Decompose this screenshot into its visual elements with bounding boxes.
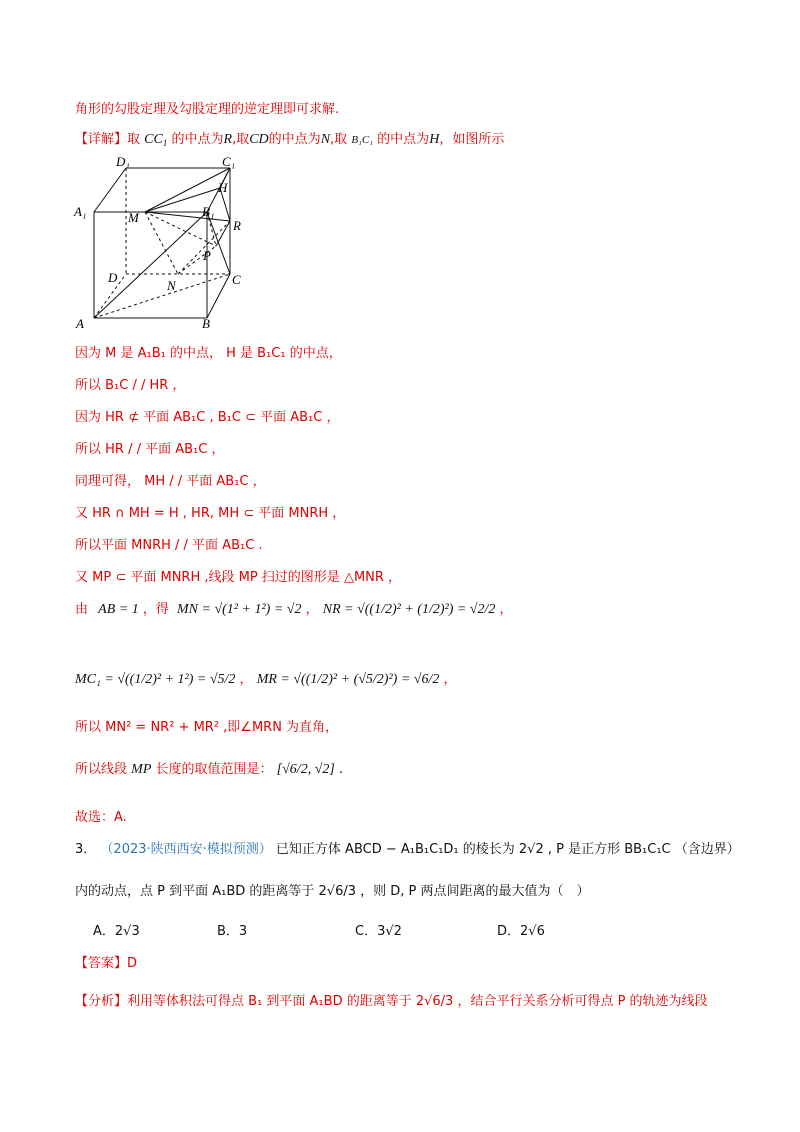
detail-t7: ，如图所示 [439,132,505,147]
step-8: 又 MP ⊂ 平面 MNRH ,线段 MP 扫过的图形是 △MNR ， [75,570,402,585]
analysis-block [75,990,708,1009]
conclusion-pre: 所以线段 [75,762,128,777]
h-symbol: H [429,132,440,147]
label-h: H [218,180,228,195]
label-a: A [76,316,84,331]
conclusion-range: [√6/2, √2] [276,762,335,777]
analysis-tag: 【分析】 [75,994,128,1009]
label-b: B [202,316,210,331]
b1c1-symbol: B₁C₁ [351,134,374,146]
eq1-mn: MN = √(1² + 1²) = √2 [177,602,302,617]
conclusion-mp: MP [131,762,152,777]
step-3: 因为 HR ⊄ 平面 AB₁C , B₁C ⊂ 平面 AB₁C ， [75,410,340,425]
detail-t1: 取 [127,132,141,147]
step-1: 因为 M 是 A₁B₁ 的中点， H 是 B₁C₁ 的中点， [75,346,342,361]
step-4: 所以 HR / / 平面 AB₁C ， [75,442,225,457]
label-b1: B₁ [202,204,215,219]
conclusion-1: 所以 MN² = NR² + MR² ,即∠MRN 为直角， [75,720,339,735]
answer-block [75,952,137,971]
answer-value: D [127,956,138,971]
label-a1: A₁ [74,204,87,219]
answer-line: 故选：A. [75,810,127,825]
r-symbol: R [223,132,233,147]
label-d: D [108,270,118,285]
cube-figure [70,150,270,335]
question-number: 3． [75,842,97,857]
step-5: 同理可得， MH / / 平面 AB₁C ， [75,474,266,489]
conclusion-2: 所以线段 MP 长度的取值范围是： [√6/2, √2] . [75,762,344,777]
eq1-prefix: 由 [75,602,89,617]
label-r: R [233,218,241,233]
cc1-symbol: CC [144,132,163,147]
eq1-nr: NR = √((1/2)² + (1/2)²) = √2/2 [322,602,496,617]
question-text-1: 已知正方体 ABCD − A₁B₁C₁D₁ 的棱长为 2√2 , P 是正方形 BB₁C₁C （含边界） [275,842,740,857]
label-c1: C₁ [222,154,236,169]
eq2-mc1: MC₁ = √((1/2)² + 1²) = √5/2 [75,672,236,687]
question-source: （2023·陕西西安·模拟预测） [100,842,272,857]
detail-t5: ,取 [330,132,348,147]
detail-t6: 的中点为 [377,132,430,147]
detail-line: 【详解】取 $CC_1$ 的中点为R,取CD的中点为N,取 B₁C₁ 的中点为H，如图所示 [75,132,505,148]
step-2: 所以 B₁C / / HR ， [75,378,186,393]
option-d: D．2√6 [497,924,545,939]
equation-line-1: 由 AB = 1 ，得 MN = √(1² + 1²) = √2 ， NR = √((1/2)² + (1/2)²) = √2/2 ， [75,602,513,617]
detail-t3: ,取 [232,132,250,147]
eq1-ab: AB = 1 [98,602,139,617]
n-symbol: N [320,132,331,147]
label-n: N [167,278,176,293]
equation-line-2: MC₁ = √((1/2)² + 1²) = √5/2 ， MR = √((1/2)² + (√5/2)²) = √6/2 ， [75,672,457,687]
option-c: C．3√2 [355,924,402,939]
option-a: A．2√3 [93,924,140,939]
step-6: 又 HR ∩ MH = H , HR, MH ⊂ 平面 MNRH ， [75,506,346,521]
step-7: 所以平面 MNRH / / 平面 AB₁C . [75,538,263,553]
question-line-2: 内的动点，点 P 到平面 A₁BD 的距离等于 2√6/3 ，则 D, P 两点间距离的最大值为（ ） [75,884,590,899]
eq2-mr: MR = √((1/2)² + (√5/2)²) = √6/2 [256,672,440,687]
option-b: B．3 [217,924,248,939]
answer-tag: 【答案】 [75,956,128,971]
analysis-text: 利用等体积法可得点 B₁ 到平面 A₁BD 的距离等于 2√6/3 ，结合平行关系分析可得点 P 的轨迹为线段 [127,994,708,1009]
options-row [75,920,725,940]
intro-text: 角形的勾股定理及勾股定理的逆定理即可求解. [75,102,340,117]
detail-t2: 的中点为 [171,132,224,147]
label-c: C [232,272,241,287]
question-line-1 [75,838,740,857]
label-m: M [128,210,139,225]
label-d1: D₁ [116,154,130,169]
detail-tag: 【详解】 [75,132,128,147]
conclusion-post: 长度的取值范围是： [155,762,273,777]
intro-line [75,98,339,117]
eq1-got: ，得 [142,602,169,617]
detail-t4: 的中点为 [268,132,321,147]
cd-symbol: CD [249,132,269,147]
label-p: P [203,248,211,263]
